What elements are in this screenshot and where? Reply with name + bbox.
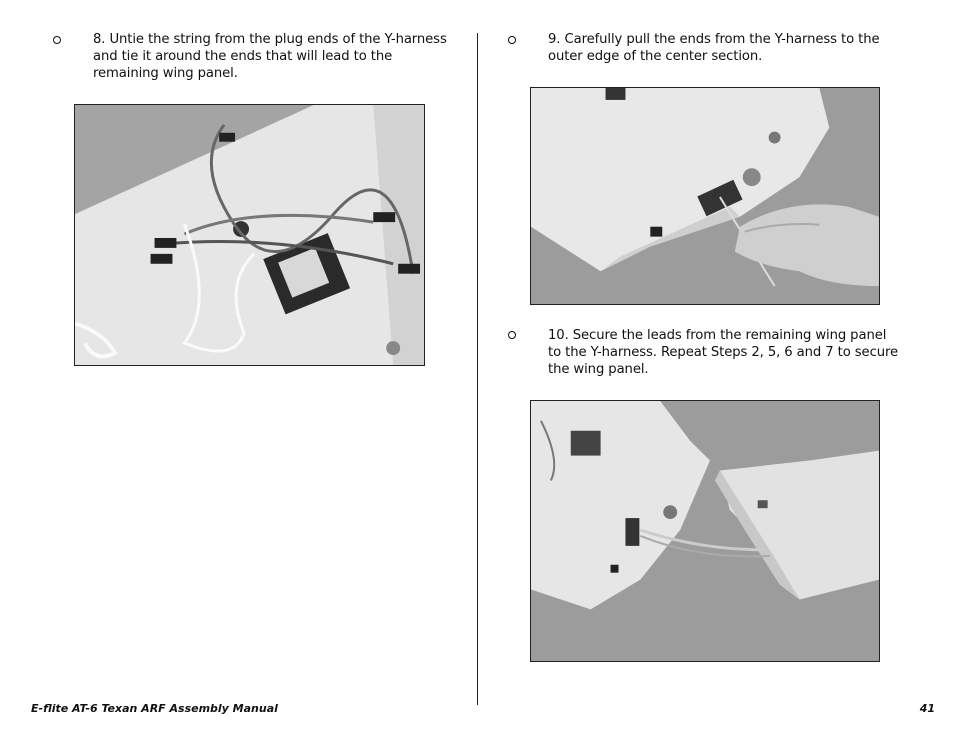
step-9-text: 9. Carefully pull the ends from the Y-harness to the outer edge of the center section. xyxy=(548,32,880,64)
step-10-photo xyxy=(530,400,880,662)
step-9-photo xyxy=(530,87,880,305)
checkbox-circle-icon[interactable] xyxy=(508,331,516,339)
checkbox-circle-icon[interactable] xyxy=(53,36,61,44)
footer-manual-title: E-flite AT-6 Texan ARF Assembly Manual xyxy=(31,702,278,715)
step-8-text: 8. Untie the string from the plug ends of the Y-harness and tie it around the ends that will lead to the remaining wing panel. xyxy=(93,32,447,81)
checkbox-circle-icon[interactable] xyxy=(508,36,516,44)
step-8-photo xyxy=(74,104,425,366)
step-10-text: 10. Secure the leads from the remaining wing panel to the Y-harness. Repeat Steps 2, 5, 6 and 7 to secure the wing panel. xyxy=(548,328,899,377)
page-number: 41 xyxy=(919,702,935,715)
column-divider xyxy=(477,33,478,705)
